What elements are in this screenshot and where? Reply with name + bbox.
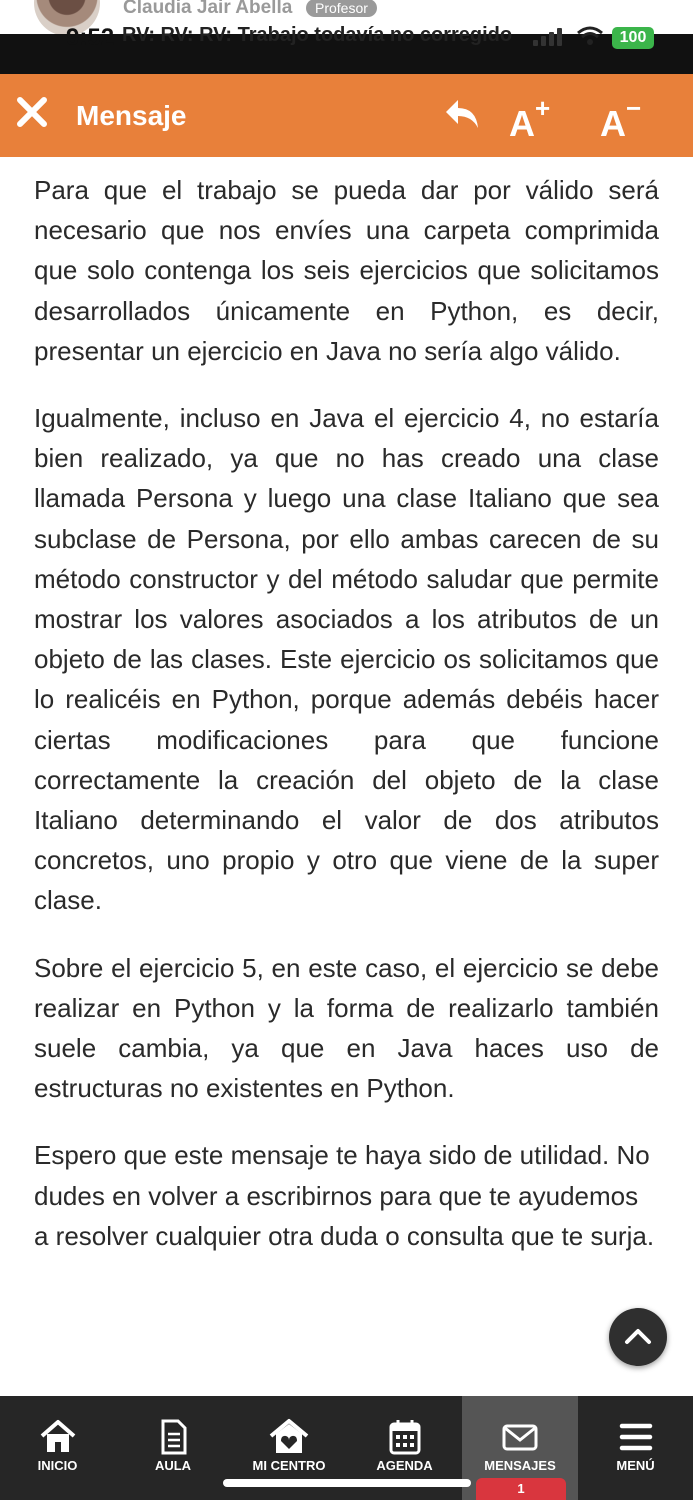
- scroll-to-top-button[interactable]: [609, 1308, 667, 1366]
- calendar-icon: [385, 1418, 425, 1456]
- nav-label: AULA: [154, 1458, 192, 1473]
- signal-icon: [533, 28, 563, 46]
- reply-icon[interactable]: [442, 96, 482, 132]
- sender-name: Claudia Jair Abella: [123, 0, 293, 18]
- nav-label: INICIO: [37, 1458, 78, 1473]
- unread-badge: 1: [476, 1478, 566, 1500]
- battery-icon: 100: [612, 27, 654, 49]
- nav-item-mensajes[interactable]: [462, 1396, 578, 1500]
- font-decrease-label: A: [600, 103, 626, 144]
- message-subject: RV: RV: RV: Trabajo todavía no corregido: [122, 24, 513, 46]
- nav-label: MENSAJES: [484, 1458, 556, 1473]
- message-body: [34, 170, 659, 1283]
- document-icon: [153, 1418, 193, 1456]
- font-increase-label: A: [509, 103, 535, 144]
- header-bar: [0, 74, 693, 157]
- nav-item-aula[interactable]: [115, 1396, 231, 1500]
- nav-label: AGENDA: [376, 1458, 433, 1473]
- message-paragraph: Igualmente, incluso en Java el ejercicio 4, no estaría bien realizado, ya que no has creado una clase llamada Persona y luego una clase Italiano que sea subclase de Persona, por ello ambas carecen de su método constructor y del método saludar que permite mostrar los valores asociados a los atributos de un objeto de las clases. Este ejercicio os solicitamos que lo realicéis en Python, porque además debéis hacer ciertas modificaciones para que funcione correctamente la creación del objeto de la clase Italiano determinando el valor de dos atributos concretos, uno propio y otro que viene de la super clase.: [34, 403, 659, 916]
- message-paragraph: Espero que este mensaje te haya sido de utilidad. No dudes en volver a escribirnos para que te ayudemos a resolver cualquier otra duda o consulta que te surja.: [34, 1140, 655, 1251]
- chevron-up-icon: [609, 1308, 667, 1366]
- close-icon[interactable]: [14, 94, 50, 130]
- status-time: 9:52: [66, 24, 115, 51]
- message-paragraph: Para que el trabajo se pueda dar por válido será necesario que nos envíes una carpeta comprimida que solo contenga los seis ejercicios que solicitamos desarrollados únicamente en Python, es decir, presentar un ejercicio en Java no sería algo válido.: [34, 175, 659, 366]
- heart-house-icon: [269, 1418, 309, 1456]
- envelope-icon: [500, 1418, 540, 1456]
- message-paragraph: Sobre el ejercicio 5, en este caso, el ejercicio se debe realizar en Python y la forma de realizarlo también suele cambia, ya que en Java haces uso de estructuras no existentes en Python.: [34, 952, 659, 1104]
- nav-item-inicio[interactable]: [0, 1396, 115, 1500]
- home-icon: [38, 1418, 78, 1456]
- nav-label: MENÚ: [616, 1458, 655, 1473]
- sender-role-badge: Profesor: [306, 0, 377, 17]
- wifi-icon: [576, 26, 604, 46]
- nav-item-menu[interactable]: [578, 1396, 693, 1500]
- page-title: Mensaje: [76, 100, 187, 131]
- font-decrease-button[interactable]: A−: [600, 93, 642, 144]
- hamburger-icon: [616, 1418, 656, 1456]
- home-indicator: [223, 1479, 471, 1487]
- nav-label: MI CENTRO: [252, 1458, 326, 1473]
- font-increase-button[interactable]: A+: [509, 93, 551, 144]
